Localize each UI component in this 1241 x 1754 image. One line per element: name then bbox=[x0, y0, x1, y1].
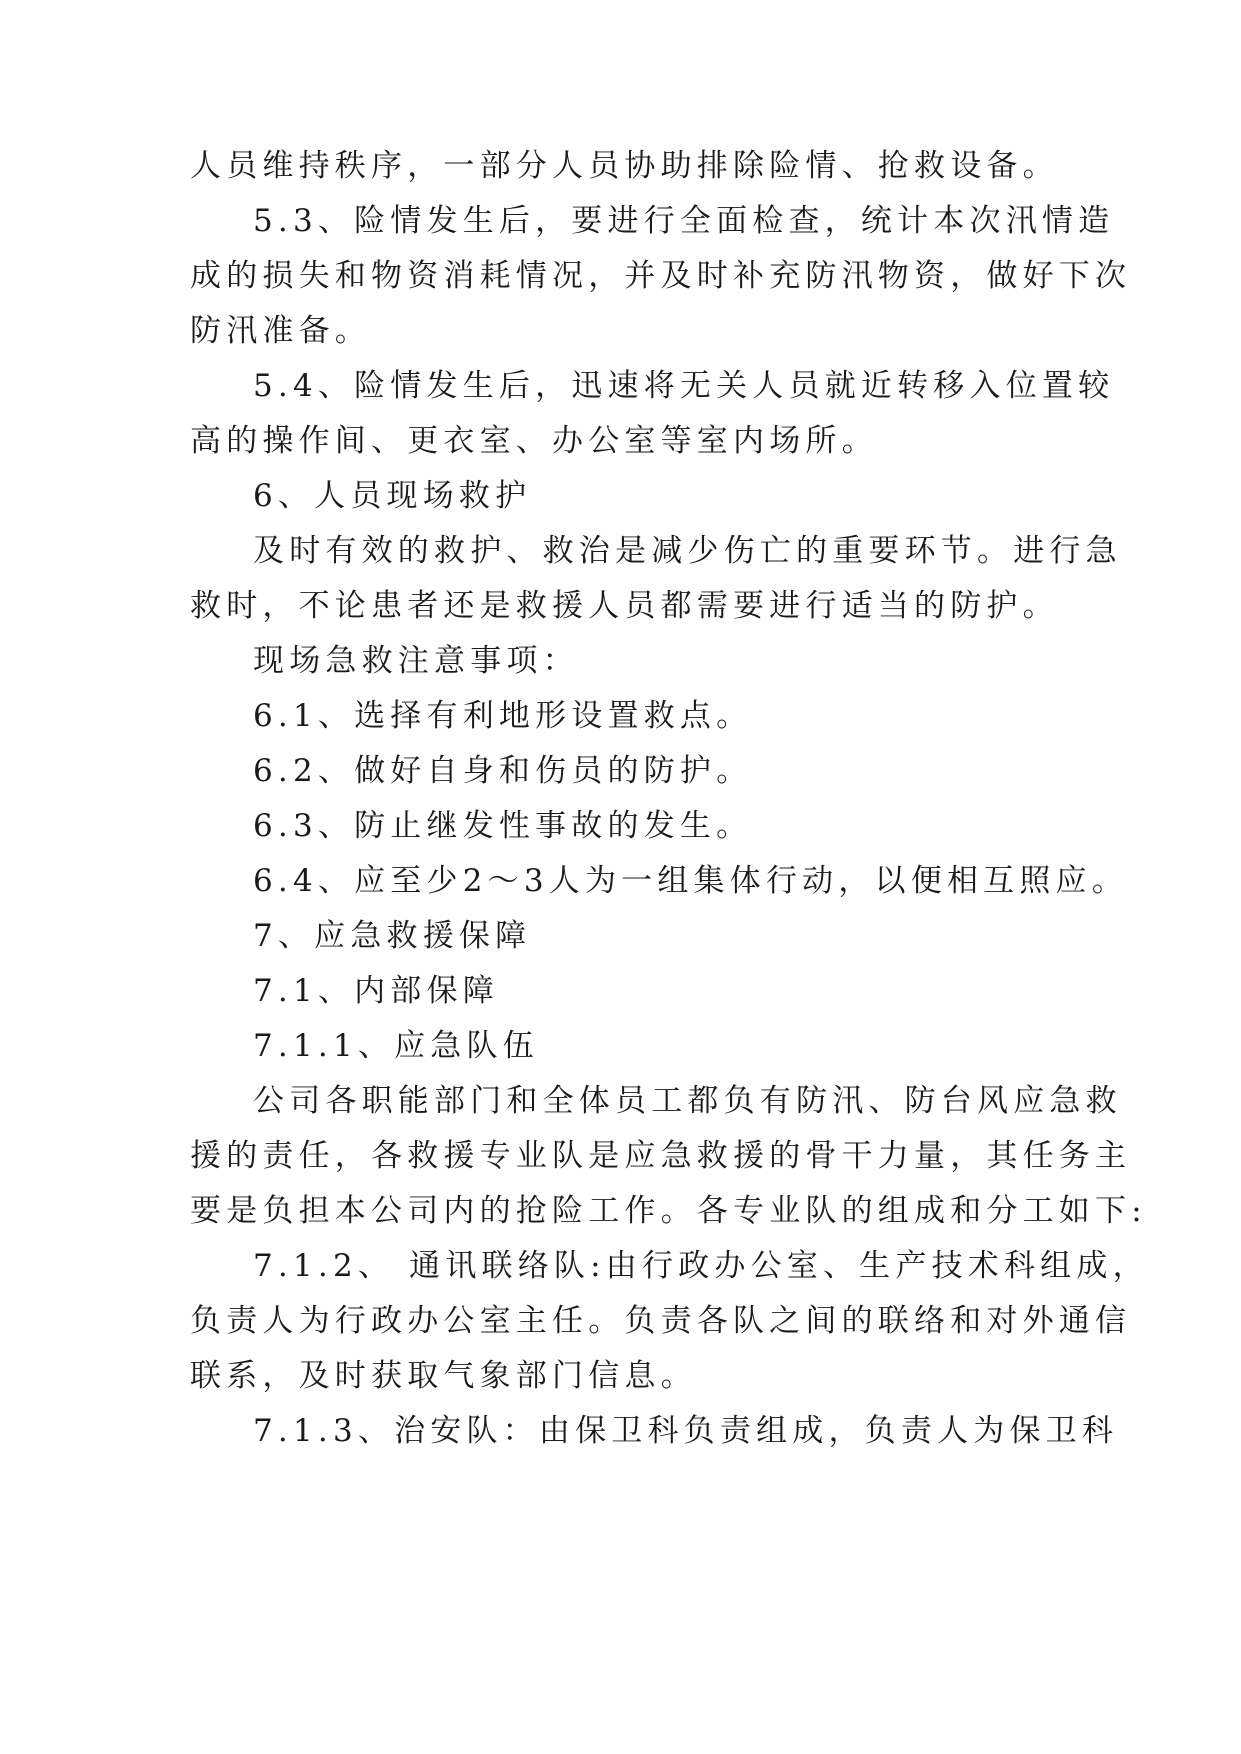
list-item: 6.3、防止继发性事故的发生。 bbox=[253, 808, 753, 844]
text-line: 5.4、险情发生后，迅速将无关人员就近转移入位置较 bbox=[253, 368, 1115, 404]
section-heading: 7.1、内部保障 bbox=[253, 973, 499, 1009]
text-line: 成的损失和物资消耗情况，并及时补充防汛物资，做好下次 bbox=[190, 258, 1132, 294]
text-line: 人员维持秩序，一部分人员协助排除险情、抢救设备。 bbox=[190, 148, 1059, 184]
text-line: 高的操作间、更衣室、办公室等室内场所。 bbox=[190, 423, 878, 459]
text-line: 要是负担本公司内的抢险工作。各专业队的组成和分工如下: bbox=[190, 1193, 1147, 1229]
text-line: 及时有效的救护、救治是减少伤亡的重要环节。进行急 bbox=[253, 533, 1122, 569]
section-heading: 6、人员现场救护 bbox=[253, 478, 532, 514]
text-line: 救时，不论患者还是救援人员都需要进行适当的防护。 bbox=[190, 588, 1059, 624]
text-line: 公司各职能部门和全体员工都负有防汛、防台风应急救 bbox=[253, 1083, 1122, 1119]
text-line: 5.3、险情发生后，要进行全面检查，统计本次汛情造 bbox=[253, 203, 1115, 239]
text-line: 负责人为行政办公室主任。负责各队之间的联络和对外通信 bbox=[190, 1303, 1132, 1339]
list-item: 6.1、选择有利地形设置救点。 bbox=[253, 698, 753, 734]
text-line: 援的责任，各救援专业队是应急救援的骨干力量，其任务主 bbox=[190, 1138, 1132, 1174]
section-heading: 7.1.1、应急队伍 bbox=[253, 1028, 539, 1064]
text-line: 防汛准备。 bbox=[190, 313, 371, 349]
text-line: 联系，及时获取气象部门信息。 bbox=[190, 1358, 697, 1394]
section-heading: 7、应急救援保障 bbox=[253, 918, 532, 954]
list-item: 6.4、应至少2～3人为一组集体行动，以便相互照应。 bbox=[253, 863, 1128, 899]
text-line: 7.1.3、治安队：由保卫科负责组成，负责人为保卫科 bbox=[253, 1413, 1119, 1449]
text-line: 7.1.2、 通讯联络队:由行政办公室、生产技术科组成， bbox=[253, 1248, 1149, 1284]
text-line: 现场急救注意事项： bbox=[253, 643, 579, 679]
list-item: 6.2、做好自身和伤员的防护。 bbox=[253, 753, 753, 789]
